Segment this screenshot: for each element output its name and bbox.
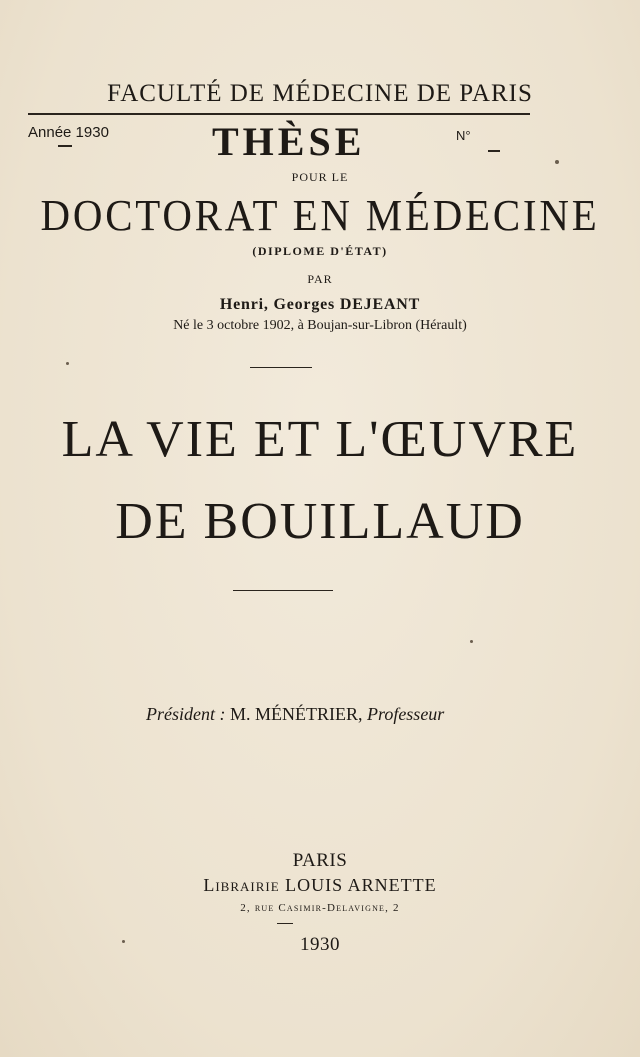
paper-speck (66, 362, 69, 365)
imprint-publisher: Librairie LOUIS ARNETTE (203, 875, 437, 895)
jury-president (146, 704, 444, 725)
pour-le-text: POUR LE (291, 170, 349, 184)
par-text: PAR (307, 272, 333, 286)
imprint-year: 1930 (300, 934, 340, 955)
year-label: Année 1930 (28, 124, 109, 141)
number-dash (488, 150, 500, 152)
faculty-heading: FACULTÉ DE MÉDECINE DE PARIS (107, 80, 533, 107)
author-birth: Né le 3 octobre 1902, à Boujan-sur-Libron (Hérault) (173, 318, 467, 333)
imprint-city: PARIS (292, 850, 348, 871)
thesis-heading: THÈSE (212, 119, 366, 164)
imprint-address: 2, rue Casimir-Delavigne, 2 (240, 902, 400, 914)
president-title: Professeur (366, 704, 445, 724)
separator-rule (233, 590, 333, 591)
degree-title: DOCTORAT EN MÉDECINE (40, 191, 600, 240)
paper-speck (470, 640, 473, 643)
paper-speck (555, 160, 559, 164)
imprint-rule (277, 923, 293, 924)
paper-speck (122, 940, 125, 943)
diploma-note: (DIPLOME D'ÉTAT) (252, 244, 388, 258)
thesis-title-line-2: DE BOUILLAUD (115, 493, 525, 550)
separator-rule (250, 367, 312, 368)
author-name: Henri, Georges DEJEANT (219, 296, 421, 313)
number-label: N° (456, 128, 471, 143)
president-role: Président : (146, 704, 226, 724)
president-name: M. MÉNÉTRIER, (229, 704, 363, 724)
year-dash (58, 145, 72, 147)
header-rule (28, 113, 530, 115)
thesis-title-line-1: LA VIE ET L'ŒUVRE (61, 411, 579, 468)
